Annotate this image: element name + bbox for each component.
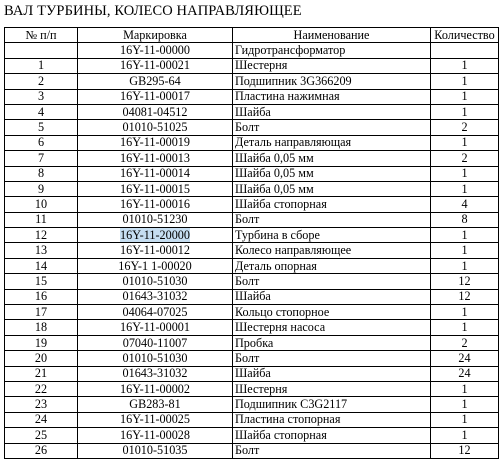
table-row	[5, 335, 499, 350]
cell-name: Подшипник 3G366209	[233, 74, 431, 89]
cell-quantity: 12	[431, 274, 499, 289]
cell-code: 16Y-11-00015	[78, 181, 233, 196]
cell-name: Шайба 0,05 мм	[233, 166, 431, 181]
cell-code: 01010-51035	[78, 443, 233, 458]
table-row	[5, 381, 499, 396]
table-row	[5, 43, 499, 58]
cell-number: 9	[5, 181, 78, 196]
cell-code: 16Y-11-00017	[78, 89, 233, 104]
cell-quantity: 1	[431, 89, 499, 104]
table-row	[5, 289, 499, 304]
cell-number: 14	[5, 258, 78, 273]
table-row	[5, 351, 499, 366]
cell-quantity: 2	[431, 120, 499, 135]
cell-quantity: 1	[431, 166, 499, 181]
cell-name: Гидротрансформатор	[233, 43, 431, 58]
cell-number: 5	[5, 120, 78, 135]
column-header-code: Маркировка	[78, 28, 233, 43]
cell-quantity: 1	[431, 243, 499, 258]
cell-number: 11	[5, 212, 78, 227]
cell-quantity: 24	[431, 351, 499, 366]
column-header-quantity: Количество	[431, 28, 499, 43]
cell-code: 01643-31032	[78, 366, 233, 381]
cell-quantity: 1	[431, 305, 499, 320]
table-row	[5, 305, 499, 320]
cell-number: 24	[5, 412, 78, 427]
cell-code: 16Y-11-00000	[78, 43, 233, 58]
cell-name: Шайба	[233, 104, 431, 119]
table-body	[5, 43, 499, 459]
table-row	[5, 212, 499, 227]
cell-quantity: 1	[431, 74, 499, 89]
cell-quantity: 1	[431, 228, 499, 243]
cell-number: 1	[5, 58, 78, 73]
cell-number: 25	[5, 428, 78, 443]
table-row	[5, 120, 499, 135]
cell-code: 16Y-11-00013	[78, 151, 233, 166]
column-header-number: № п/п	[5, 28, 78, 43]
cell-name: Колесо направляющее	[233, 243, 431, 258]
cell-code: 07040-11007	[78, 335, 233, 350]
cell-name: Пробка	[233, 335, 431, 350]
cell-number: 4	[5, 104, 78, 119]
table-row	[5, 135, 499, 150]
cell-quantity: 1	[431, 181, 499, 196]
table-row	[5, 366, 499, 381]
cell-number: 7	[5, 151, 78, 166]
cell-number: 22	[5, 381, 78, 396]
cell-quantity: 12	[431, 443, 499, 458]
cell-code: 04081-04512	[78, 104, 233, 119]
cell-number: 13	[5, 243, 78, 258]
cell-number: 23	[5, 397, 78, 412]
cell-name: Болт	[233, 274, 431, 289]
table-row	[5, 320, 499, 335]
cell-code: 01010-51030	[78, 351, 233, 366]
cell-name: Турбина в сборе	[233, 228, 431, 243]
cell-number: 20	[5, 351, 78, 366]
cell-number: 2	[5, 74, 78, 89]
cell-name: Болт	[233, 443, 431, 458]
cell-quantity: 1	[431, 397, 499, 412]
cell-quantity: 1	[431, 58, 499, 73]
table-row	[5, 166, 499, 181]
cell-number: 19	[5, 335, 78, 350]
cell-name: Подшипник C3G2117	[233, 397, 431, 412]
cell-number: 12	[5, 228, 78, 243]
cell-name: Шайба стопорная	[233, 428, 431, 443]
table-row	[5, 258, 499, 273]
cell-code: 16Y-11-00002	[78, 381, 233, 396]
cell-name: Шестерня насоса	[233, 320, 431, 335]
parts-table	[4, 27, 499, 459]
cell-name: Деталь направляющая	[233, 135, 431, 150]
cell-quantity: 1	[431, 135, 499, 150]
cell-quantity: 1	[431, 104, 499, 119]
cell-number: 18	[5, 320, 78, 335]
cell-code: 16Y-11-00025	[78, 412, 233, 427]
cell-code: 04064-07025	[78, 305, 233, 320]
cell-code: 01010-51025	[78, 120, 233, 135]
cell-quantity: 2	[431, 151, 499, 166]
cell-quantity: 24	[431, 366, 499, 381]
cell-number: 8	[5, 166, 78, 181]
cell-name: Деталь опорная	[233, 258, 431, 273]
cell-number: 26	[5, 443, 78, 458]
cell-code: 01010-51030	[78, 274, 233, 289]
cell-code: 16Y-11-00001	[78, 320, 233, 335]
cell-number: 3	[5, 89, 78, 104]
table-row	[5, 74, 499, 89]
table-row	[5, 428, 499, 443]
cell-number: 6	[5, 135, 78, 150]
cell-quantity: 1	[431, 381, 499, 396]
cell-code: 16Y-11-00014	[78, 166, 233, 181]
cell-code: 16Y-11-00012	[78, 243, 233, 258]
cell-code: 16Y-11-00028	[78, 428, 233, 443]
cell-quantity: 1	[431, 320, 499, 335]
cell-quantity	[431, 43, 499, 58]
cell-code: 16Y-11-00019	[78, 135, 233, 150]
cell-name: Шайба стопорная	[233, 197, 431, 212]
document-title: ВАЛ ТУРБИНЫ, КОЛЕСО НАПРАВЛЯЮЩЕЕ	[4, 3, 302, 19]
cell-quantity: 1	[431, 428, 499, 443]
cell-number	[5, 43, 78, 58]
cell-quantity: 8	[431, 212, 499, 227]
table-row	[5, 443, 499, 458]
cell-code: 01643-31032	[78, 289, 233, 304]
cell-name: Шестерня	[233, 381, 431, 396]
cell-name: Шайба	[233, 366, 431, 381]
table-row	[5, 151, 499, 166]
table-header-row	[5, 28, 499, 43]
cell-code	[78, 228, 233, 243]
table-row	[5, 274, 499, 289]
table-row	[5, 197, 499, 212]
table-row	[5, 397, 499, 412]
cell-code: GB295-64	[78, 74, 233, 89]
cell-name: Болт	[233, 212, 431, 227]
table-row	[5, 104, 499, 119]
column-header-name: Наименование	[233, 28, 431, 43]
cell-number: 17	[5, 305, 78, 320]
table-row	[5, 89, 499, 104]
table-row	[5, 58, 499, 73]
cell-code: 01010-51230	[78, 212, 233, 227]
cell-name: Шестерня	[233, 58, 431, 73]
cell-code: 16Y-1 1-00020	[78, 258, 233, 273]
cell-name: Шайба	[233, 289, 431, 304]
table-row	[5, 181, 499, 196]
cell-code: 16Y-11-00016	[78, 197, 233, 212]
cell-name: Шайба 0,05 мм	[233, 181, 431, 196]
cell-quantity: 12	[431, 289, 499, 304]
cell-quantity: 4	[431, 197, 499, 212]
cell-name: Кольцо стопорное	[233, 305, 431, 320]
table-row	[5, 228, 499, 243]
cell-name: Пластина стопорная	[233, 412, 431, 427]
cell-number: 15	[5, 274, 78, 289]
cell-name: Болт	[233, 351, 431, 366]
table-row	[5, 243, 499, 258]
cell-name: Болт	[233, 120, 431, 135]
cell-quantity: 1	[431, 412, 499, 427]
cell-quantity: 1	[431, 258, 499, 273]
cell-code: 16Y-11-00021	[78, 58, 233, 73]
cell-quantity: 2	[431, 335, 499, 350]
cell-number: 10	[5, 197, 78, 212]
cell-code: GB283-81	[78, 397, 233, 412]
cell-name: Шайба 0,05 мм	[233, 151, 431, 166]
selected-text-highlight[interactable]: 16Y-11-20000	[120, 227, 190, 242]
table-row	[5, 412, 499, 427]
cell-number: 16	[5, 289, 78, 304]
cell-name: Пластина нажимная	[233, 89, 431, 104]
cell-number: 21	[5, 366, 78, 381]
